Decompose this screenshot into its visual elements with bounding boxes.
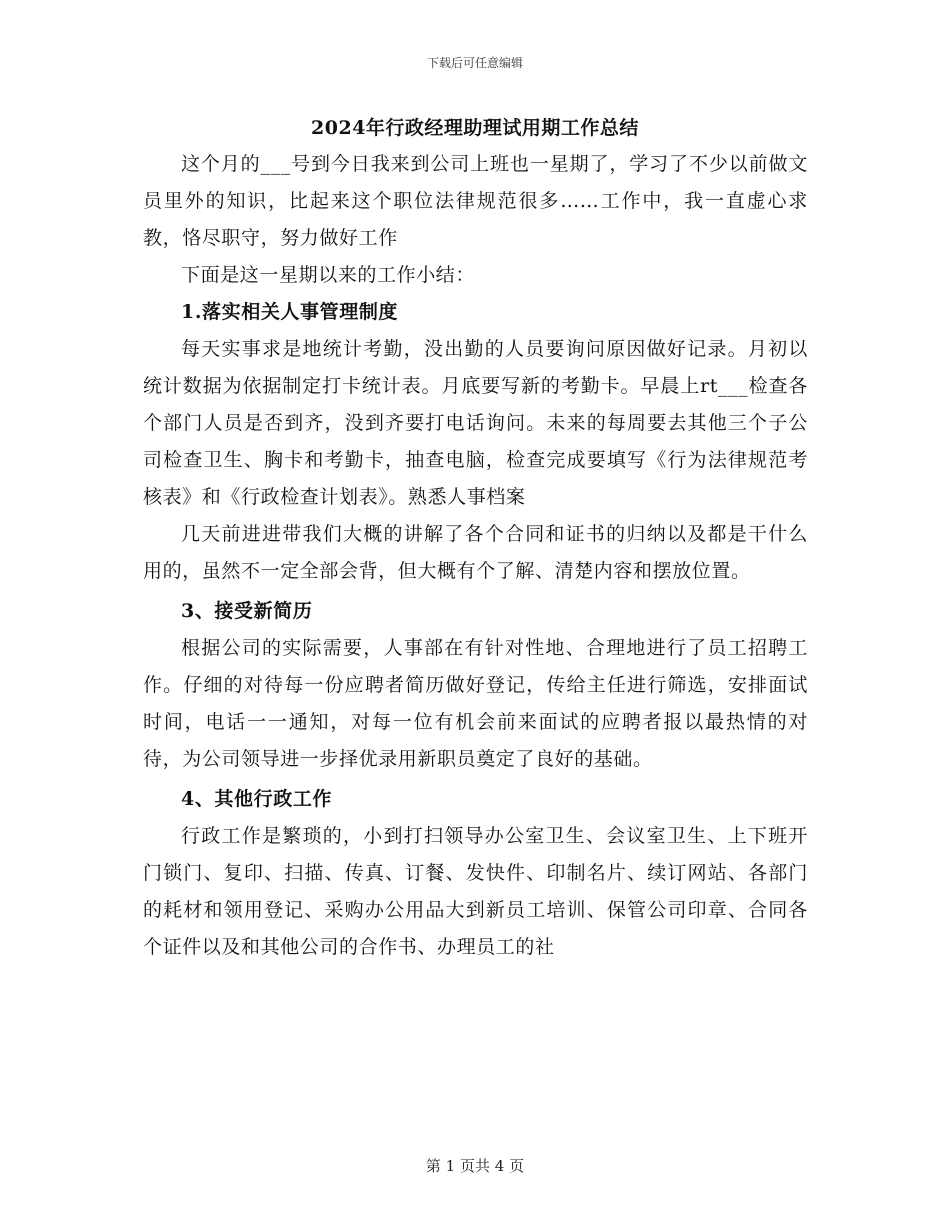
section-heading-resumes: 3、接受新简历 (181, 600, 313, 622)
summary-lead-paragraph: 下面是这一星期以来的工作小结： (181, 264, 476, 286)
document-title: 2024年行政经理助理试用期工作总结 (311, 117, 639, 139)
page-header: 下载后可任意编辑 (426, 56, 523, 70)
section-resumes-paragraph: 根据公司的实际需要，人事部在有针对性地、合理地进行了员工招聘工作。仔细的对待每一份应聘者简历做好登记，传给主任进行筛选，安排面试时间，电话一一通知，对每一位有机会前来面试的应聘者报以最热情的对待，为公司领导进一步择优录用新职员奠定了良好的基础。 (143, 637, 808, 770)
section-heading-personnel: 1.落实相关人事管理制度 (181, 301, 399, 323)
page-footer: 第 1 页共 4 页 (425, 1157, 525, 1175)
document-body (143, 146, 808, 966)
section-admin-paragraph: 行政工作是繁琐的，小到打扫领导办公室卫生、会议室卫生、上下班开门锁门、复印、扫描、传真、订餐、发快件、印制名片、续订网站、各部门的耗材和领用登记、采购办公用品大到新员工培训、保管公司印章、合同各个证件以及和其他公司的合作书、办理员工的社 (143, 825, 808, 958)
intro-paragraph: 这个月的___号到今日我来到公司上班也一星期了，学习了不少以前做文员里外的知识，比起来这个职位法律规范很多……工作中，我一直虚心求教，恪尽职守，努力做好工作 (143, 153, 808, 249)
section-personnel-paragraph-2: 几天前进进带我们大概的讲解了各个合同和证书的归纳以及都是干什么用的，虽然不一定全部会背，但大概有个了解、清楚内容和摆放位置。 (143, 523, 808, 582)
section-personnel-paragraph-1: 每天实事求是地统计考勤，没出勤的人员要询问原因做好记录。月初以统计数据为依据制定打卡统计表。月底要写新的考勤卡。早晨上rt___检查各个部门人员是否到齐，没到齐要打电话询问。未来的每周要去其他三个子公司检查卫生、胸卡和考勤卡，抽查电脑，检查完成要填写《行为法律规范考核表》和《行政检查计划表》。熟悉人事档案 (143, 338, 808, 508)
section-heading-admin: 4、其他行政工作 (181, 788, 333, 810)
